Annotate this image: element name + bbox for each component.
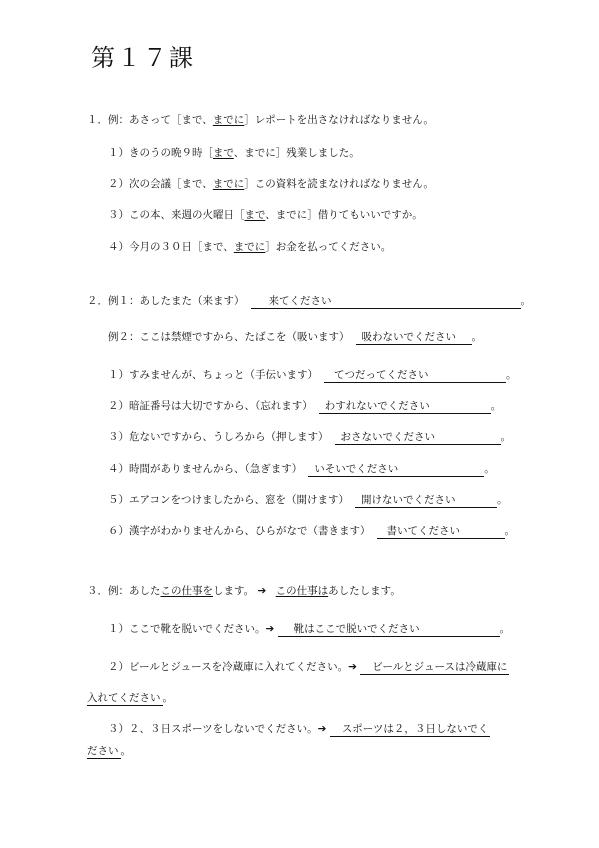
answer-line: 来てください	[251, 294, 521, 309]
item-answer: まで	[213, 147, 234, 159]
item-answer: までに	[212, 178, 245, 190]
section3-item-3-cont	[87, 744, 131, 759]
item-text: ３）この本、来週の火曜日［	[108, 209, 245, 221]
period: 。	[120, 745, 131, 757]
answer-line: いそいでください	[308, 462, 484, 477]
item-text: ］この資料を読まなければなりません。	[244, 178, 434, 190]
period: 。	[500, 431, 511, 443]
section3-item-2	[108, 660, 509, 675]
underlined-phrase: この仕事は	[275, 585, 329, 597]
question-text: ２．例１：あしたまた（来ます）	[87, 295, 245, 307]
item-text: １）きのうの晩９時［	[108, 147, 213, 159]
period: 。	[504, 525, 515, 537]
answer-line: 吸わないでください	[356, 330, 472, 345]
period: 。	[520, 295, 531, 307]
period: 。	[490, 400, 502, 412]
section1-example-text: １．例：あさって［まで、	[87, 114, 213, 126]
question-text: １）ここで靴を脱いでください。	[108, 623, 266, 635]
period: 。	[471, 331, 482, 343]
page-title: 第１７課	[91, 44, 195, 72]
item-text: 、までに］借りてもいいですか。	[265, 209, 423, 221]
question-text: ６）漢字がわかりませんから、ひらがなで（書きます）	[108, 525, 371, 537]
question-text: ３）２、３日スポーツをしないでください。	[108, 723, 318, 735]
answer-line: スポーツは２，３日しないでく	[330, 722, 491, 737]
period: 。	[506, 369, 517, 381]
section2-item-5	[108, 493, 507, 508]
answer-line: おさないでください	[335, 430, 501, 445]
period: 。	[499, 623, 511, 635]
item-answer: までに	[233, 241, 266, 253]
question-text: １）すみませんが、ちょっと（手伝います）	[108, 369, 318, 381]
section1-item-3	[108, 208, 423, 222]
item-text: ２）次の会議［まで、	[108, 178, 213, 190]
answer-line: てつだってください	[324, 368, 506, 383]
question-text: します。	[213, 585, 255, 597]
section3-item-3	[108, 722, 490, 737]
section3-example	[87, 584, 401, 598]
answer-line: 入れてください	[87, 692, 161, 704]
section2-item-4	[108, 462, 495, 477]
underlined-phrase: この仕事を	[160, 585, 213, 597]
item-text: ］お金を払ってください。	[265, 241, 392, 253]
arrow-icon: ➔	[257, 585, 267, 597]
period: 。	[496, 494, 508, 506]
question-text: 例２：ここは禁煙ですから、たばこを（吸います）	[108, 331, 350, 343]
section2-item-3	[108, 430, 511, 445]
item-answer: まで	[244, 209, 266, 221]
item-text: 、までに］残業しました。	[233, 147, 360, 159]
question-text: ５）エアコンをつけましたから、窓を（開けます）	[108, 494, 349, 506]
question-text: ２）ビールとジュースを冷蔵庫に入れてください。	[108, 661, 349, 673]
question-text: あしたします。	[328, 585, 401, 597]
item-text: ４）今月の３０日［まで、	[108, 241, 234, 253]
section2-item-1	[108, 368, 517, 383]
answer-line: わすれないでください	[319, 399, 491, 414]
section1-example-answer: までに	[212, 114, 245, 126]
answer-line: 靴はここで脱いでください	[278, 622, 500, 637]
question-text: ３．例：あした	[87, 585, 161, 597]
section1-example	[87, 113, 434, 127]
section1-example-tail: ］レポートを出さなければなりません。	[244, 114, 434, 126]
period: 。	[162, 692, 173, 704]
section2-item-6	[108, 524, 515, 539]
period: 。	[484, 463, 495, 475]
section2-example-2	[108, 330, 482, 345]
question-text: ２）暗証番号は大切ですから、（忘れます）	[108, 400, 313, 412]
section3-item-2-cont	[87, 691, 173, 706]
question-text: ４）時間がありませんから、（急ぎます）	[108, 463, 303, 475]
arrow-icon: ➔	[348, 661, 357, 673]
section1-item-4	[108, 240, 391, 254]
answer-line: 開けないでください	[355, 493, 497, 508]
section1-item-1	[108, 146, 360, 160]
section3-item-1	[108, 622, 510, 637]
answer-line: ださい	[87, 745, 119, 757]
arrow-icon: ➔	[317, 723, 327, 735]
arrow-icon: ➔	[265, 623, 275, 635]
question-text: ３）危ないですから、うしろから（押します）	[108, 431, 329, 443]
section1-item-2	[108, 177, 434, 191]
section2-example-1	[87, 294, 531, 309]
section2-item-2	[108, 399, 501, 414]
answer-line: ビールとジュースは冷蔵庫に	[360, 660, 509, 675]
answer-line: 書いてください	[377, 524, 505, 539]
